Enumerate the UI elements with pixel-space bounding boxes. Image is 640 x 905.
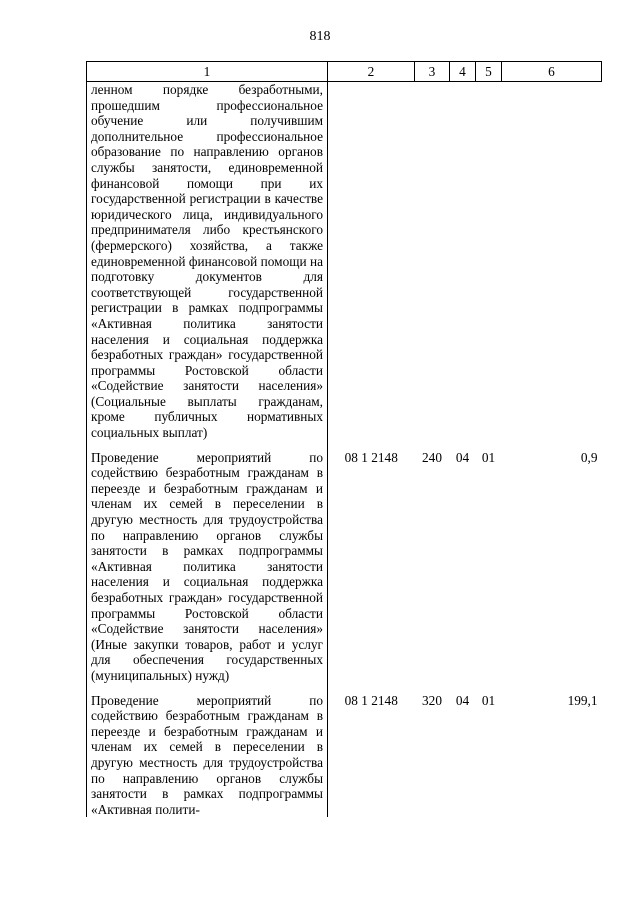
row-section (450, 82, 476, 441)
row-subsection (476, 82, 502, 441)
row-target-code: 08 1 2148 (344, 692, 398, 708)
table-row (87, 441, 602, 684)
row-expense-type: 240 (422, 449, 442, 465)
header-col-5: 5 (476, 62, 502, 82)
row-description: ленном порядке безработными, прошедшим профессиональное обучение или получившим дополнительное профессиональное образование по направлению органов службы занятости, единовременной финансовой помощи при их государственной регистрации в качестве юридического лица, индивидуального предпринимателя либо крестьянского (фермерского) хозяйства, а также единовременной финансовой помощи на подготовку документов для соответствующей государственной регистрации в рамках подпрограммы «Активная политика занятости населения и социальная поддержка безработных граждан» государственной программы Ростовской области «Содействие занятости населения» (Социальные выплаты гражданам, кроме публичных нормативных социальных выплат) (87, 82, 328, 441)
row-description: Проведение мероприятий по содействию безработным гражданам в переезде и безработным гражданам и членам их семей в переселении в другую местность для трудоустройства по направлению органов службы занятости в рамках подпрограммы «Активная полити- (87, 684, 328, 818)
row-amount (502, 82, 602, 441)
header-col-2: 2 (328, 62, 415, 82)
row-amount: 0,9 (580, 449, 598, 465)
row-subsection: 01 (481, 449, 496, 465)
row-expense-type (415, 82, 450, 441)
budget-table (86, 61, 602, 817)
page-number: 818 (309, 29, 331, 44)
row-amount: 199,1 (567, 692, 598, 708)
header-col-6: 6 (502, 62, 602, 82)
row-section: 04 (455, 692, 470, 708)
row-subsection: 01 (481, 692, 496, 708)
header-col-4: 4 (450, 62, 476, 82)
row-target-code: 08 1 2148 (344, 449, 398, 465)
table-row (87, 684, 602, 818)
header-col-1: 1 (87, 62, 328, 82)
row-target-code (328, 82, 415, 441)
row-section: 04 (455, 449, 470, 465)
header-col-3: 3 (415, 62, 450, 82)
row-description: Проведение мероприятий по содействию безработным гражданам в переезде и безработным гражданам и членам их семей в переселении в другую местность для трудоустройства по направлению органов службы занятости в рамках подпрограммы «Активная политика занятости населения и социальная поддержка безработных граждан» государственной программы Ростовской области «Содействие занятости населения» (Иные закупки товаров, работ и услуг для обеспечения государственных (муниципальных) нужд) (87, 441, 328, 684)
row-expense-type: 320 (422, 692, 442, 708)
table-row (87, 82, 602, 441)
table-header-row (87, 62, 602, 82)
